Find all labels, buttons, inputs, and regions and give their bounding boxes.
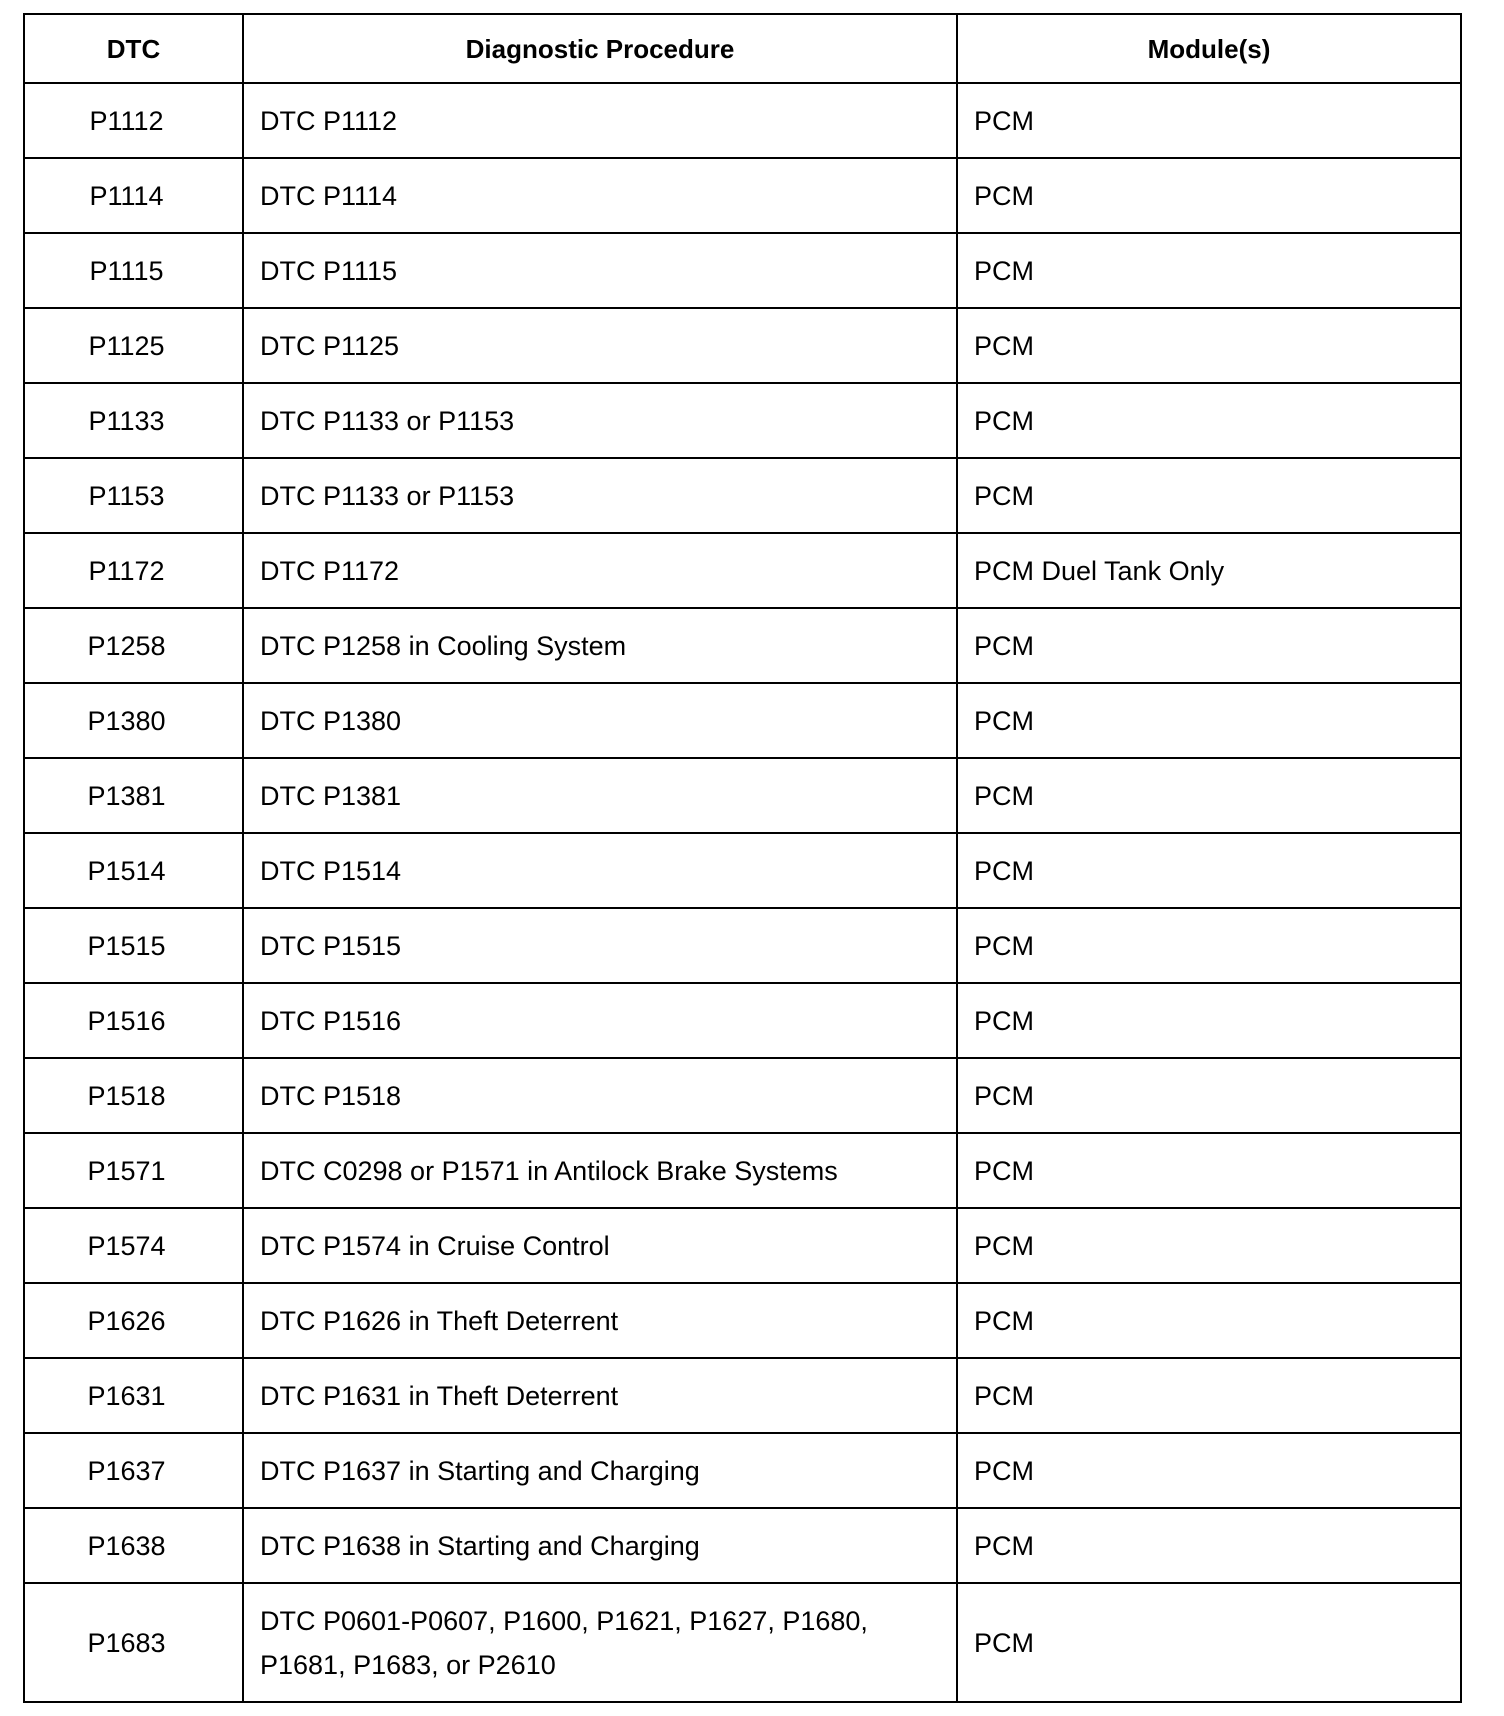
module-cell: PCM xyxy=(957,983,1461,1058)
module-cell: PCM xyxy=(957,383,1461,458)
module-cell: PCM xyxy=(957,908,1461,983)
dtc-cell: P1637 xyxy=(24,1433,243,1508)
table-row xyxy=(24,1133,1461,1208)
module-cell: PCM xyxy=(957,833,1461,908)
module-cell: PCM xyxy=(957,1583,1461,1702)
dtc-cell: P1574 xyxy=(24,1208,243,1283)
procedure-cell: DTC P0601-P0607, P1600, P1621, P1627, P1680, P1681, P1683, or P2610 xyxy=(243,1583,957,1702)
procedure-cell: DTC P1514 xyxy=(243,833,957,908)
table-row xyxy=(24,158,1461,233)
dtc-cell: P1115 xyxy=(24,233,243,308)
dtc-cell: P1258 xyxy=(24,608,243,683)
table-row xyxy=(24,308,1461,383)
procedure-cell: DTC P1172 xyxy=(243,533,957,608)
dtc-cell: P1381 xyxy=(24,758,243,833)
header-modules: Module(s) xyxy=(957,14,1461,83)
procedure-cell: DTC P1518 xyxy=(243,1058,957,1133)
module-cell: PCM xyxy=(957,1508,1461,1583)
module-cell: PCM Duel Tank Only xyxy=(957,533,1461,608)
dtc-cell: P1631 xyxy=(24,1358,243,1433)
dtc-cell: P1571 xyxy=(24,1133,243,1208)
dtc-cell: P1172 xyxy=(24,533,243,608)
header-row xyxy=(24,14,1461,83)
dtc-cell: P1518 xyxy=(24,1058,243,1133)
table-row xyxy=(24,908,1461,983)
procedure-cell: DTC P1516 xyxy=(243,983,957,1058)
dtc-cell: P1515 xyxy=(24,908,243,983)
module-cell: PCM xyxy=(957,1283,1461,1358)
header-diagnostic-procedure: Diagnostic Procedure xyxy=(243,14,957,83)
module-cell: PCM xyxy=(957,83,1461,158)
module-cell: PCM xyxy=(957,683,1461,758)
table-row xyxy=(24,1508,1461,1583)
dtc-cell: P1133 xyxy=(24,383,243,458)
table-row xyxy=(24,1583,1461,1702)
module-cell: PCM xyxy=(957,458,1461,533)
procedure-cell: DTC P1631 in Theft Deterrent xyxy=(243,1358,957,1433)
procedure-cell: DTC P1638 in Starting and Charging xyxy=(243,1508,957,1583)
procedure-cell: DTC P1133 or P1153 xyxy=(243,383,957,458)
dtc-cell: P1683 xyxy=(24,1583,243,1702)
procedure-cell: DTC P1133 or P1153 xyxy=(243,458,957,533)
header-dtc: DTC xyxy=(24,14,243,83)
module-cell: PCM xyxy=(957,758,1461,833)
module-cell: PCM xyxy=(957,1433,1461,1508)
table-row xyxy=(24,683,1461,758)
table-row xyxy=(24,1283,1461,1358)
module-cell: PCM xyxy=(957,233,1461,308)
table-row xyxy=(24,983,1461,1058)
procedure-cell: DTC P1637 in Starting and Charging xyxy=(243,1433,957,1508)
table-row xyxy=(24,533,1461,608)
procedure-cell: DTC P1112 xyxy=(243,83,957,158)
table-row xyxy=(24,833,1461,908)
table-row xyxy=(24,458,1461,533)
dtc-cell: P1638 xyxy=(24,1508,243,1583)
dtc-cell: P1125 xyxy=(24,308,243,383)
table-row xyxy=(24,1358,1461,1433)
module-cell: PCM xyxy=(957,1358,1461,1433)
procedure-cell: DTC P1258 in Cooling System xyxy=(243,608,957,683)
table-row xyxy=(24,1208,1461,1283)
module-cell: PCM xyxy=(957,1208,1461,1283)
dtc-cell: P1153 xyxy=(24,458,243,533)
procedure-cell: DTC P1125 xyxy=(243,308,957,383)
procedure-cell: DTC P1381 xyxy=(243,758,957,833)
dtc-cell: P1380 xyxy=(24,683,243,758)
table-row xyxy=(24,758,1461,833)
table-row xyxy=(24,1058,1461,1133)
dtc-cell: P1516 xyxy=(24,983,243,1058)
procedure-cell: DTC P1114 xyxy=(243,158,957,233)
table-row xyxy=(24,608,1461,683)
module-cell: PCM xyxy=(957,158,1461,233)
procedure-cell: DTC P1574 in Cruise Control xyxy=(243,1208,957,1283)
module-cell: PCM xyxy=(957,1058,1461,1133)
dtc-cell: P1514 xyxy=(24,833,243,908)
dtc-cell: P1626 xyxy=(24,1283,243,1358)
table-row xyxy=(24,383,1461,458)
table-row xyxy=(24,83,1461,158)
table-row xyxy=(24,233,1461,308)
table-row xyxy=(24,1433,1461,1508)
table-body xyxy=(24,83,1461,1702)
procedure-cell: DTC P1115 xyxy=(243,233,957,308)
procedure-cell: DTC P1626 in Theft Deterrent xyxy=(243,1283,957,1358)
procedure-cell: DTC P1515 xyxy=(243,908,957,983)
dtc-table xyxy=(23,13,1462,1703)
module-cell: PCM xyxy=(957,1133,1461,1208)
dtc-cell: P1112 xyxy=(24,83,243,158)
procedure-cell: DTC C0298 or P1571 in Antilock Brake Systems xyxy=(243,1133,957,1208)
module-cell: PCM xyxy=(957,608,1461,683)
dtc-cell: P1114 xyxy=(24,158,243,233)
procedure-cell: DTC P1380 xyxy=(243,683,957,758)
module-cell: PCM xyxy=(957,308,1461,383)
